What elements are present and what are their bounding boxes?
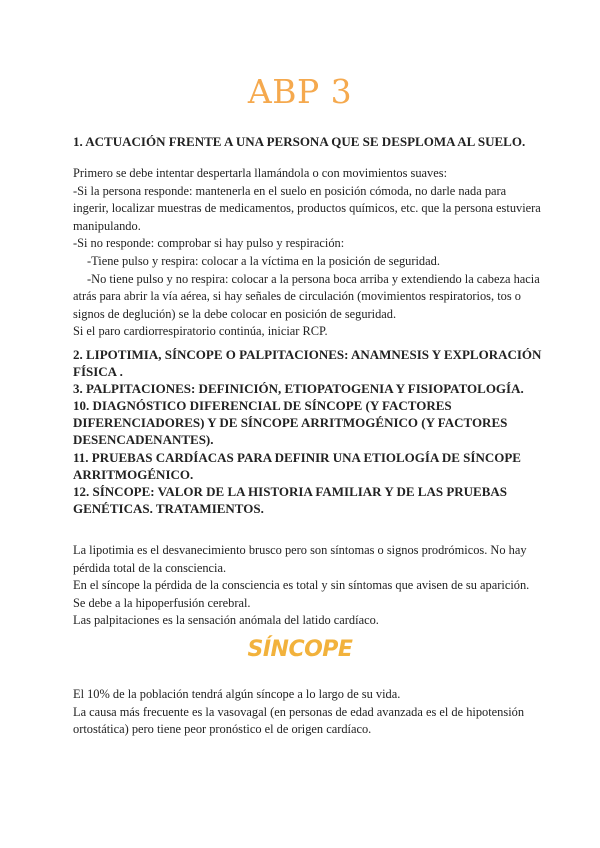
paragraph: -No tiene pulso y no respira: colocar a la persona boca arriba y extendiendo la cabeza hacia atrás para abrir la vía aérea, si hay señales de circulación (movimientos respiratorios, tos o signos de deglución) se la debe colocar en posición de seguridad. (73, 271, 540, 321)
paragraph: La lipotimia es el desvanecimiento brusco pero son síntomas o signos prodrómicos. No hay pérdida total de la consciencia. (73, 543, 527, 575)
paragraph: En el síncope la pérdida de la consciencia es total y sin síntomas que avisen de su aparición. Se debe a la hipoperfusión cerebral. (73, 578, 530, 610)
section-heading: 12. SÍNCOPE: VALOR DE LA HISTORIA FAMILIAR Y DE LAS PRUEBAS GENÉTICAS. TRATAMIENTOS. (73, 483, 508, 516)
paragraph: La causa más frecuente es la vasovagal (en personas de edad avanzada es el de hipotensión ortostática) pero tiene peor pronóstico el de origen cardíaco. (73, 704, 525, 737)
section-1-body (73, 165, 543, 341)
section-heading: 10. DIAGNÓSTICO DIFERENCIAL DE SÍNCOPE (Y FACTORES DIFERENCIADORES) Y DE SÍNCOPE ARRITMOGÉNICO (Y FACTORES DESENCADENANTES). (73, 398, 508, 448)
paragraph: Las palpitaciones es la sensación anómala del latido cardíaco. (73, 613, 379, 628)
syncope-body (73, 686, 543, 739)
paragraph: El 10% de la población tendrá algún síncope a lo largo de su vida. (73, 687, 401, 701)
section-heading-1: 1. ACTUACIÓN FRENTE A UNA PERSONA QUE SE DESPLOMA AL SUELO. (73, 134, 526, 149)
section-heading: 2. LIPOTIMIA, SÍNCOPE O PALPITACIONES: ANAMNESIS Y EXPLORACIÓN FÍSICA . (73, 347, 542, 380)
section-headings (73, 346, 543, 517)
syncope-subtitle: SÍNCOPE (247, 637, 353, 662)
paragraph: -Tiene pulso y respira: colocar a la víctima en la posición de seguridad. (87, 253, 440, 268)
definitions-body (73, 542, 543, 630)
section-heading: 11. PRUEBAS CARDÍACAS PARA DEFINIR UNA ETIOLOGÍA DE SÍNCOPE ARRITMOGÉNICO. (73, 449, 521, 482)
paragraph: Si el paro cardiorrespiratorio continúa, iniciar RCP. (73, 324, 328, 339)
paragraph: -Si no responde: comprobar si hay pulso y respiración: (73, 236, 345, 251)
document-title: ABP 3 (247, 72, 353, 111)
paragraph: -Si la persona responde: mantenerla en el suelo en posición cómoda, no darle nada para ingerir, localizar muestras de medicamentos, productos químicos, etc. que la persona estuviera manipulando. (73, 183, 541, 233)
paragraph: Primero se debe intentar despertarla llamándola o con movimientos suaves: (73, 166, 448, 180)
section-heading: 3. PALPITACIONES: DEFINICIÓN, ETIOPATOGENIA Y FISIOPATOLOGÍA. (73, 381, 524, 397)
